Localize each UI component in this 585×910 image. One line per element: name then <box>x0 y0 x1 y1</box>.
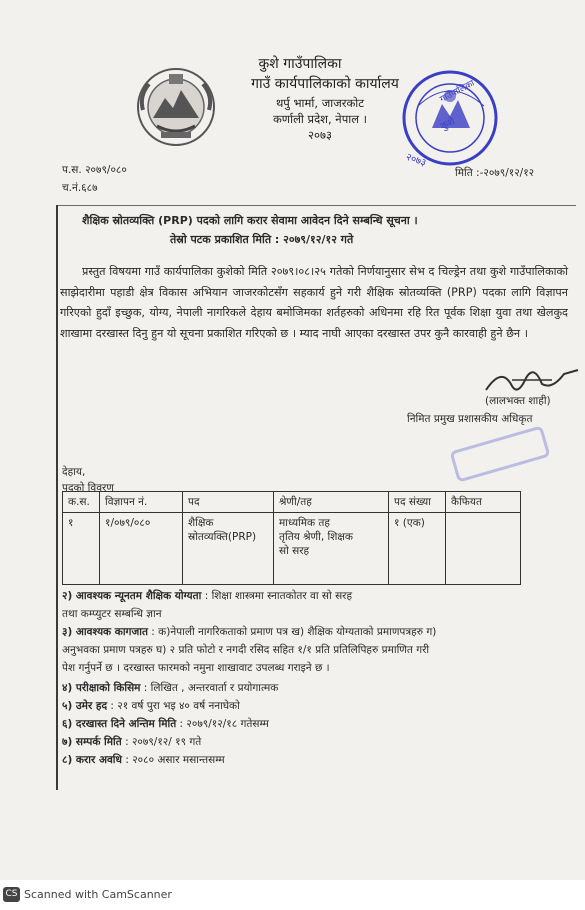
condition-label: ८) करार अवधि <box>62 754 122 766</box>
condition-6 <box>62 717 269 731</box>
nepal-emblem-icon <box>135 66 217 148</box>
condition-label: ५) उमेर हद <box>62 700 108 712</box>
level-line: माध्यमिक तह <box>279 517 330 529</box>
signatory-name: (लालभक्त शाही) <box>485 395 551 407</box>
office-province: कर्णाली प्रदेश, नेपाल । <box>272 112 368 126</box>
table-header: क.स. <box>63 492 100 513</box>
issue-date: मिति :-२०७९/१२/१२ <box>455 167 535 179</box>
table-cell: १/०७९/०८० <box>100 513 183 585</box>
camscanner-badge-icon: CS <box>3 887 20 902</box>
condition-text: : शिक्षा शास्त्रमा स्नातकोतर वा सो सरह <box>201 590 353 602</box>
table-cell <box>183 513 274 585</box>
condition-label: ३) आवश्यक कागजात <box>62 626 148 638</box>
condition-3-cont: अनुभवका प्रमाण पत्रहरु घ) २ प्रति फोटो र नगदी रसिद सहित १/१ प्रति प्रतिलिपिहरु प्रमाणित गरी <box>62 644 430 656</box>
stamp-text-mid: कुशे <box>438 116 457 133</box>
office-name: कुशे गाउँपालिका <box>258 56 342 72</box>
signatory-designation: निमित प्रमुख प्रशासकीय अधिकृत <box>407 413 533 425</box>
condition-label: ६) दरखास्त दिने अन्तिम मिति <box>62 718 177 730</box>
condition-text: : क)नेपाली नागरिकताको प्रमाण पत्र ख) शैक्षिक योग्यताको प्रमाणपत्रहरु ग) <box>147 626 437 638</box>
table-header: श्रेणी/तह <box>274 492 389 513</box>
condition-text: : २०७९/१२/१८ गतेसम्म <box>176 718 269 730</box>
post-line: स्रोतव्यक्ति(PRP) <box>188 531 257 543</box>
office-seal-stamp <box>398 66 502 170</box>
table-header: पद संख्या <box>389 492 446 513</box>
condition-3-cont2: पेश गर्नुपर्ने छ । दरखास्त फारमको नमुना शाखावाट उपलब्ध गराइने छ । <box>62 662 330 674</box>
condition-2 <box>62 589 352 603</box>
table-cell <box>274 513 389 585</box>
table-header: पद <box>183 492 274 513</box>
table-header: विज्ञापन नं. <box>100 492 183 513</box>
condition-7 <box>62 735 201 749</box>
office-address: थर्पु भार्मा, जाजरकोट <box>275 96 365 110</box>
faded-stamp <box>449 425 550 482</box>
scanner-footer <box>0 880 585 910</box>
condition-4 <box>62 681 278 695</box>
condition-2-cont: तथा कम्प्युटर सम्बन्धि ज्ञान <box>62 608 162 620</box>
level-line: सो सरह <box>279 545 310 557</box>
condition-text: : लिखित , अन्तरवार्ता र प्रयोगात्मक <box>140 682 279 694</box>
office-year: २०७३ <box>308 128 332 142</box>
details-label: देहाय, <box>62 466 86 478</box>
dispatch-number: च.नं.६८७ <box>62 182 98 194</box>
condition-5 <box>62 699 240 713</box>
office-subname: गाउँ कार्यपालिकाको कार्यालय <box>251 76 399 92</box>
condition-text: : २१ वर्ष पुरा भइ ४० वर्ष ननाघेको <box>107 700 240 712</box>
stamp-text-top: गाउँपालिका <box>438 78 477 106</box>
table-header: कैफियत <box>446 492 521 513</box>
stamp-text-bottom: २०७३ <box>404 151 428 170</box>
condition-label: ७) सम्पर्क मिति <box>62 736 122 748</box>
table-row <box>63 513 521 585</box>
table-cell: १ (एक) <box>389 513 446 585</box>
notice-body: प्रस्तुत विषयमा गाउँ कार्यपालिका कुशेको मिति २०७९।०८।२५ गतेको निर्णयानुसार सेभ द चिल्ड्रेन तथा कुशे गाउँपालिकाको साझेदारीमा पहाडी क्षेत्र विकास अभियान जाजरकोटसँग सहकार्य हुने गरी शैक्षिक स्रोतव्यक्ति (PRP) पदका लागि विज्ञापन गरिएको हुदाँ इच्छुक, योग्य, नेपाली नागरिकले देहाय बमोजिमका शर्तहरुको अधिनमा रहि रित पूर्वक शिक्षा युवा तथा खेलकुद शाखामा दरखास्त दिनु हुन यो सूचना प्रकाशित गरिएको छ । म्याद नाघी आएका दरखास्त उपर कुनै कारवाही हुने छैन । <box>60 265 568 340</box>
level-line: तृतिय श्रेणी, शिक्षक <box>279 531 353 543</box>
condition-3 <box>62 625 436 639</box>
camscanner-label: Scanned with CamScanner <box>24 888 172 901</box>
post-details-table <box>62 491 521 585</box>
table-cell: १ <box>63 513 100 585</box>
condition-text: : २०७९/१२/ १९ गते <box>121 736 202 748</box>
condition-label: ४) परीक्षाको किसिम <box>62 682 141 694</box>
fiscal-year: प.स. २०७९/०८० <box>62 164 127 176</box>
condition-text: : २०८० असार मसान्तसम्म <box>121 754 225 766</box>
table-cell <box>446 513 521 585</box>
notice-subtitle: तेस्रो पटक प्रकाशित मिति : २०७९/१२/१२ गते <box>170 233 354 246</box>
post-details-label: पदको विवरण <box>62 482 114 494</box>
post-line: शैक्षिक <box>188 517 214 529</box>
table-header-row <box>63 492 521 513</box>
frame-left-line <box>56 205 58 790</box>
condition-8 <box>62 753 225 767</box>
notice-title: शैक्षिक स्रोतव्यक्ति (PRP) पदको लागि करार सेवामा आवेदन दिने सम्बन्धि सूचना । <box>82 214 418 227</box>
frame-top-line <box>56 205 576 206</box>
condition-label: २) आवश्यक न्यूनतम शैक्षिक योग्यता <box>62 590 202 602</box>
